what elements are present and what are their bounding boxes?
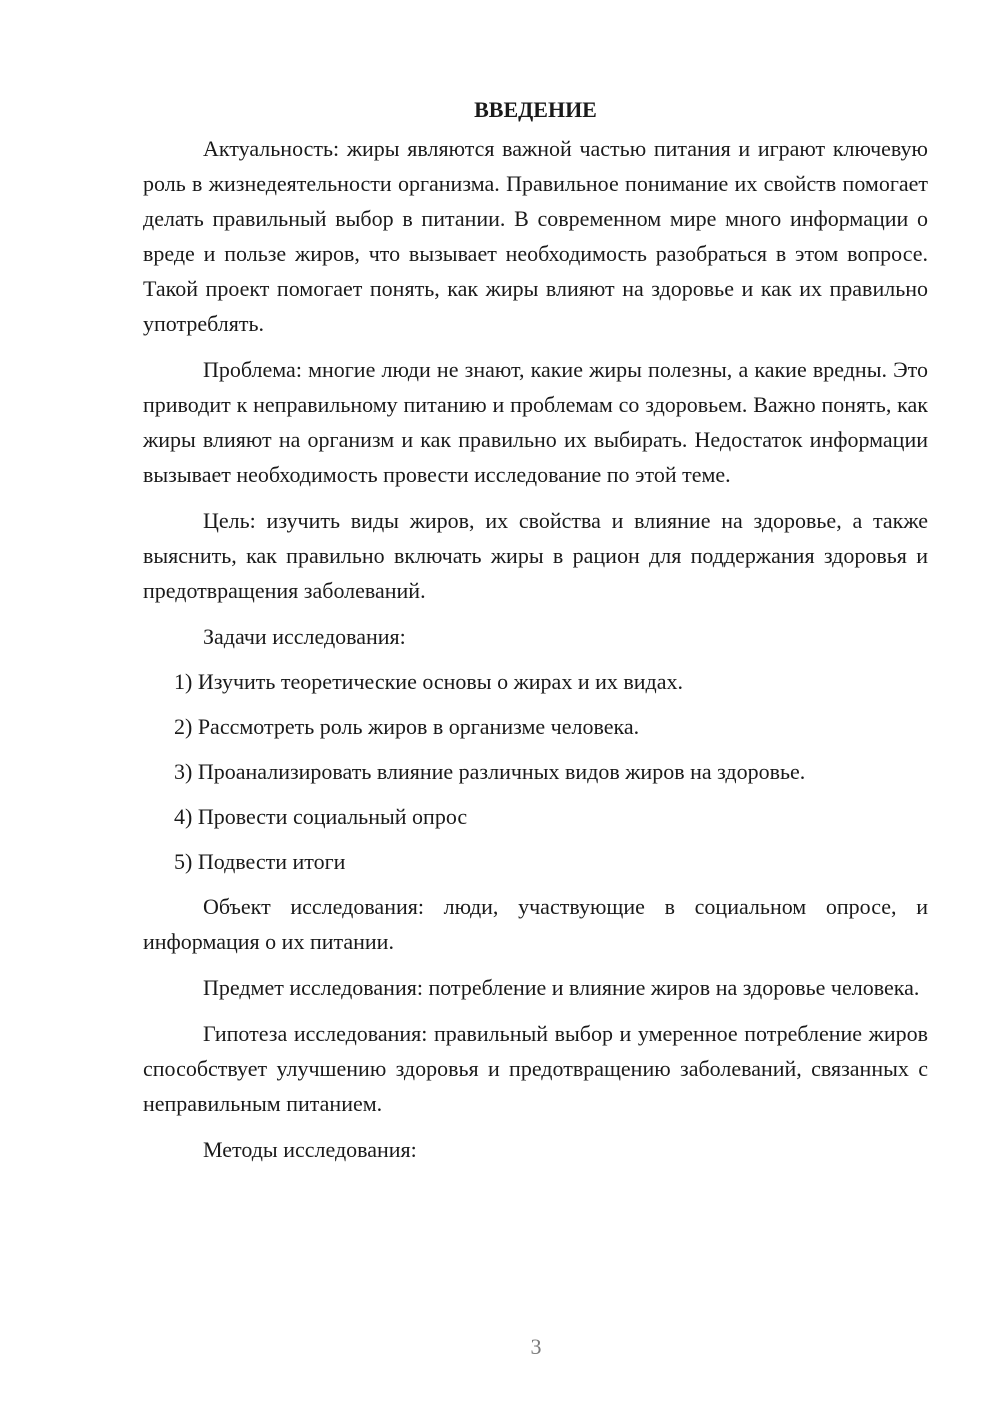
list-item: 2) Рассмотреть роль жиров в организме человека. [174,714,640,739]
list-item: 4) Провести социальный опрос [174,804,468,829]
paragraph-hypothesis: Гипотеза исследования: правильный выбор и умеренное потребление жиров способствует улучшению здоровья и предотвращению заболеваний, связанных с неправильным питанием. [143,1021,928,1116]
methods-heading: Методы исследования: [203,1137,417,1162]
list-item: 5) Подвести итоги [174,849,346,874]
page-content [143,92,928,1177]
list-item: 1) Изучить теоретические основы о жирах и их видах. [174,669,683,694]
tasks-list [143,664,928,879]
page-number: 3 [530,1334,542,1359]
page-title: ВВЕДЕНИЕ [474,97,597,122]
paragraph-object: Объект исследования: люди, участвующие в социальном опросе, и информация о их питании. [143,894,928,954]
paragraph-subject: Предмет исследования: потребление и влияние жиров на здоровье человека. [203,975,920,1000]
paragraph-goal: Цель: изучить виды жиров, их свойства и влияние на здоровье, а также выяснить, как правильно включать жиры в рацион для поддержания здоровья и предотвращения заболеваний. [143,508,928,603]
list-item: 3) Проанализировать влияние различных видов жиров на здоровье. [174,759,806,784]
tasks-heading: Задачи исследования: [203,624,406,649]
paragraph-problem: Проблема: многие люди не знают, какие жиры полезны, а какие вредны. Это приводит к неправильному питанию и проблемам со здоровьем. Важно понять, как жиры влияют на организм и как правильно их выбирать. Недостаток информации вызывает необходимость провести исследование по этой теме. [143,357,928,487]
paragraph-relevance: Актуальность: жиры являются важной частью питания и играют ключевую роль в жизнедеятельности организма. Правильное понимание их свойств помогает делать правильный выбор в питании. В современном мире много информации о вреде и пользе жиров, что вызывает необходимость разобраться в этом вопросе. Такой проект помогает понять, как жиры влияют на здоровье и как их правильно употреблять. [143,136,928,336]
